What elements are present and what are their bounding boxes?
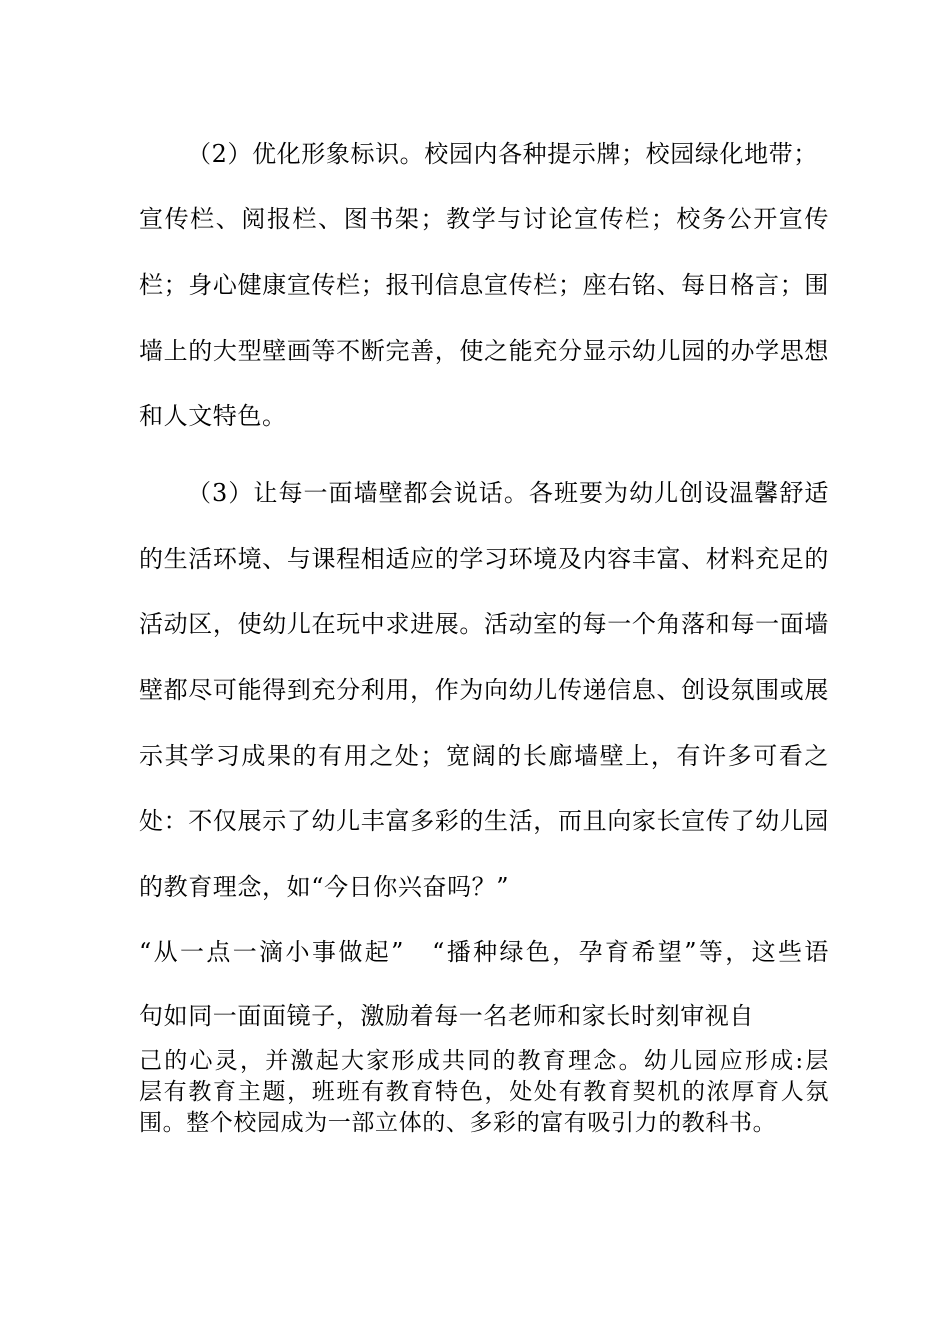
paragraph-line: （2）优化形象标识。校园内各种提示牌；校园绿化地带； [187,140,818,168]
paragraph-line: 的教育理念，如“今日你兴奋吗？” [139,873,510,901]
paragraph-line: 的生活环境、与课程相适应的学习环境及内容丰富、材料充足的 [139,545,829,573]
paragraph-line: 句如同一面面镜子，激励着每一名老师和家长时刻审视自 [139,1002,754,1030]
paragraph-line: 墙上的大型壁画等不断完善，使之能充分显示幼儿园的办学思想 [139,337,829,365]
paragraph-line: 处：不仅展示了幼儿丰富多彩的生活，而且向家长宣传了幼儿园 [139,807,829,835]
paragraph-line: 层有教育主题，班班有教育特色，处处有教育契机的浓厚育人氛 [139,1079,829,1105]
paragraph-line: “从一点一滴小事做起” “播种绿色，孕育希望”等，这些语 [139,938,829,966]
paragraph-line: 和人文特色。 [139,402,287,430]
paragraph-line: 己的心灵，并激起大家形成共同的教育理念。幼儿园应形成:层 [139,1048,829,1074]
paragraph-line: 围。整个校园成为一部立体的、多彩的富有吸引力的教科书。 [139,1110,777,1136]
paragraph-line: （3）让每一面墙壁都会说话。各班要为幼儿创设温馨舒适 [187,479,829,507]
paragraph-line: 活动区，使幼儿在玩中求进展。活动室的每一个角落和每一面墙 [139,610,829,638]
paragraph-line: 栏；身心健康宣传栏；报刊信息宣传栏；座右铭、每日格言；围 [139,271,829,299]
paragraph-line: 示其学习成果的有用之处；宽阔的长廊墙壁上，有许多可看之 [139,742,829,770]
paragraph-line: 宣传栏、阅报栏、图书架；教学与讨论宣传栏；校务公开宣传 [139,205,829,233]
paragraph-line: 壁都尽可能得到充分利用，作为向幼儿传递信息、创设氛围或展 [139,676,829,704]
